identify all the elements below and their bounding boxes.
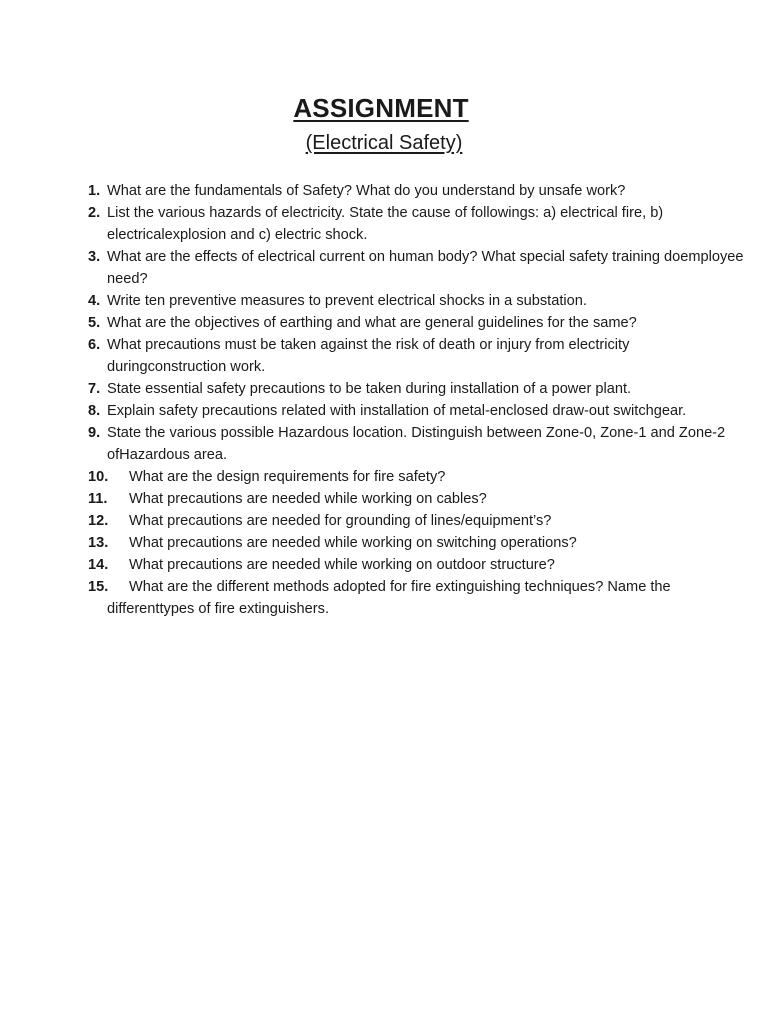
question-number: 5.: [88, 315, 101, 331]
question-number: 14.: [88, 557, 109, 573]
question-number: 9.: [88, 425, 101, 441]
subtitle-text: (Electrical Safety): [305, 132, 463, 154]
question-text: What precautions must be taken against the risk of death or injury from electricity duringconstruction work.: [107, 337, 630, 375]
question-text: State the various possible Hazardous location. Distinguish between Zone-0, Zone-1 and Zone-2 ofHazardous area.: [107, 425, 726, 463]
question-number: 6.: [88, 337, 101, 353]
question-item: [88, 246, 748, 290]
question-item: [88, 488, 748, 510]
question-text: Write ten preventive measures to prevent electrical shocks in a substation.: [107, 293, 587, 309]
question-item: [88, 510, 748, 532]
question-item: [88, 202, 748, 246]
question-list: [88, 180, 748, 620]
question-number: 13.: [88, 535, 109, 551]
question-item: [88, 180, 748, 202]
question-text: What precautions are needed while working on cables?: [129, 491, 487, 507]
question-number: 3.: [88, 249, 101, 265]
question-text: What are the fundamentals of Safety? What do you understand by unsafe work?: [107, 183, 626, 199]
question-text: What are the effects of electrical current on human body? What special safety training doemployee need?: [107, 249, 744, 287]
question-text: Explain safety precautions related with installation of metal-enclosed draw-out switchgear.: [107, 403, 687, 419]
document-title: [0, 91, 768, 125]
question-text: What precautions are needed while working on outdoor structure?: [129, 557, 555, 573]
question-number: 1.: [88, 183, 101, 199]
question-item: [88, 334, 748, 378]
question-item: [88, 378, 748, 400]
question-number: 11.: [88, 491, 108, 507]
question-item: [88, 290, 748, 312]
question-item: [88, 466, 748, 488]
question-item: [88, 554, 748, 576]
question-number: 7.: [88, 381, 101, 397]
question-text: State essential safety precautions to be taken during installation of a power plant.: [107, 381, 632, 397]
document-subtitle: [0, 130, 768, 156]
question-item: [88, 422, 748, 466]
question-number: 12.: [88, 513, 109, 529]
question-number: 15.: [88, 579, 109, 595]
question-text: What are the design requirements for fire safety?: [129, 469, 446, 485]
question-text: What are the objectives of earthing and what are general guidelines for the same?: [107, 315, 637, 331]
question-number: 8.: [88, 403, 101, 419]
question-text: What are the different methods adopted for fire extinguishing techniques? Name the differenttypes of fire extinguishers.: [107, 579, 671, 617]
question-text: What precautions are needed for grounding of lines/equipment’s?: [129, 513, 552, 529]
question-text: What precautions are needed while working on switching operations?: [129, 535, 577, 551]
question-item: [88, 312, 748, 334]
question-number: 4.: [88, 293, 101, 309]
question-item: [88, 532, 748, 554]
question-item: [88, 400, 748, 422]
title-text: ASSIGNMENT: [293, 93, 469, 123]
question-text: List the various hazards of electricity. State the cause of followings: a) electrical fire, b) electricalexplosion and c) electric shock.: [107, 205, 664, 243]
question-number: 2.: [88, 205, 101, 221]
question-item: [88, 576, 748, 620]
question-number: 10.: [88, 469, 109, 485]
